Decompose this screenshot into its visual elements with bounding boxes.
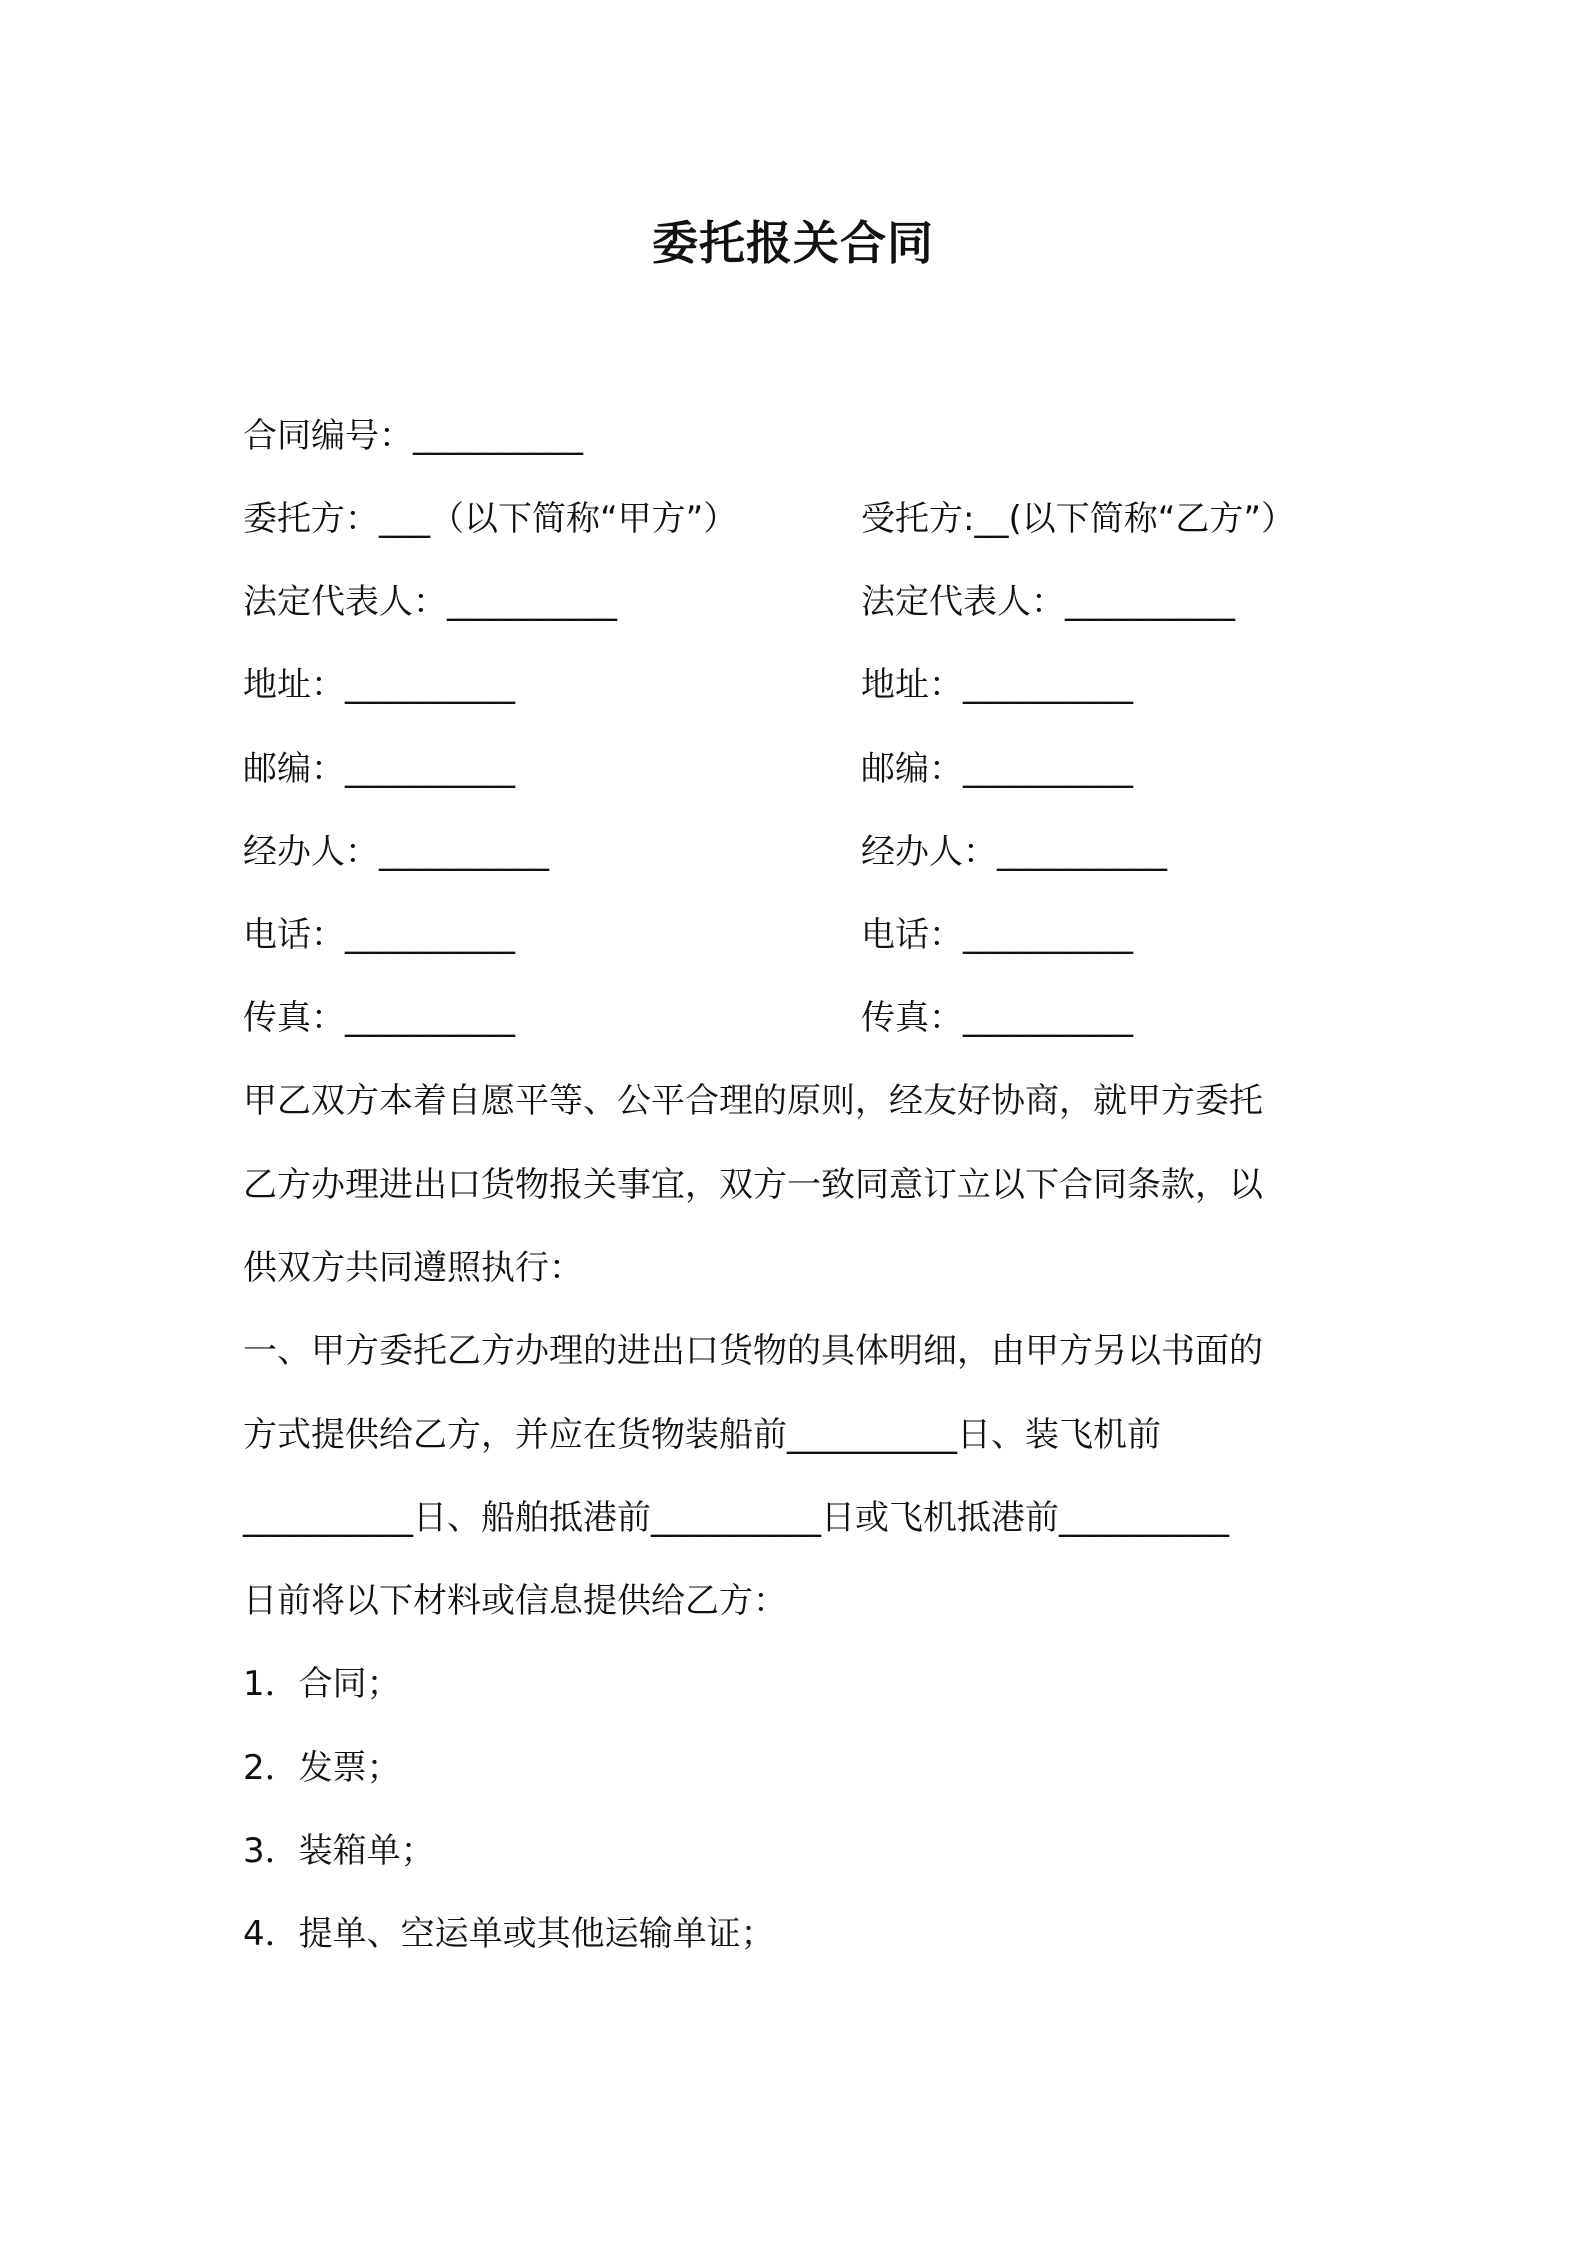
body-line: 甲乙双方本着自愿平等、公平合理的原则，经友好协商，就甲方委托 (243, 1081, 1263, 1121)
party-a-postcode: 邮编：__________ (243, 749, 515, 789)
party-b-line: 受托方:__(以下简称“乙方”） (861, 499, 1295, 539)
list-item: 4．提单、空运单或其他运输单证； (243, 1914, 775, 1954)
party-a-fax: 传真：__________ (243, 998, 515, 1038)
party-b-handler: 经办人：__________ (861, 832, 1167, 872)
party-b-phone: 电话：__________ (861, 915, 1133, 955)
party-b-postcode: 邮编：__________ (861, 749, 1133, 789)
contract-number-line: 合同编号：__________ (243, 416, 583, 456)
list-item: 3．装箱单； (243, 1831, 435, 1871)
clause-one-line: 一、甲方委托乙方办理的进出口货物的具体明细，由甲方另以书面的 (243, 1331, 1263, 1371)
party-a-line: 委托方：___（以下简称“甲方”） (243, 499, 738, 539)
list-item: 2．发票； (243, 1748, 401, 1788)
party-a-legal-rep: 法定代表人：__________ (243, 582, 617, 622)
party-b-fax: 传真：__________ (861, 998, 1133, 1038)
list-item: 1．合同； (243, 1664, 401, 1704)
party-a-phone: 电话：__________ (243, 915, 515, 955)
body-line: 供双方共同遵照执行： (243, 1248, 583, 1288)
party-b-address: 地址：__________ (861, 665, 1133, 705)
party-a-address: 地址：__________ (243, 665, 515, 705)
clause-one-line: 方式提供给乙方，并应在货物装船前__________日、装飞机前 (243, 1415, 1161, 1455)
body-line: 乙方办理进出口货物报关事宜，双方一致同意订立以下合同条款，以 (243, 1165, 1263, 1205)
clause-one-line: __________日、船舶抵港前__________日或飞机抵港前__________ (243, 1498, 1229, 1538)
party-b-legal-rep: 法定代表人：__________ (861, 582, 1235, 622)
clause-one-line: 日前将以下材料或信息提供给乙方： (243, 1581, 787, 1621)
document-title: 委托报关合同 (652, 216, 934, 270)
party-a-handler: 经办人：__________ (243, 832, 549, 872)
